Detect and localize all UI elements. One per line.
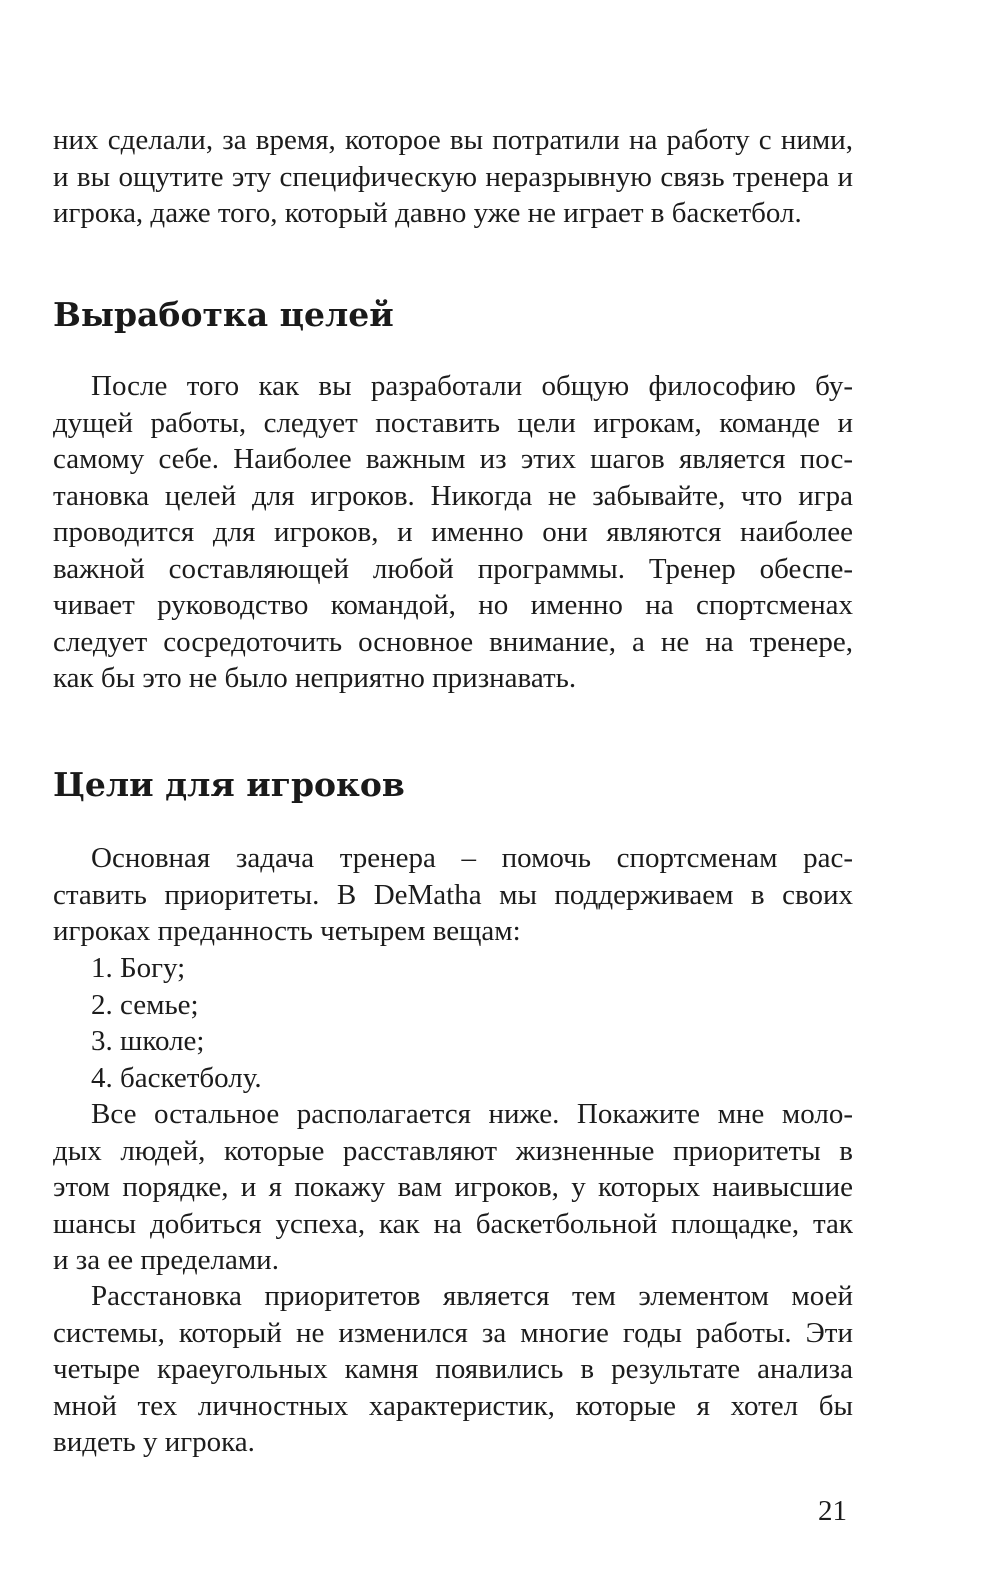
paragraph-line: дых людей, которые расставляют жизненные приоритеты в xyxy=(53,1134,853,1167)
list-item: 1. Богу; xyxy=(91,952,186,984)
intro-paragraph xyxy=(53,122,853,232)
intro-line: них сделали, за время, которое вы потратили на работу с ними, xyxy=(53,124,853,156)
paragraph-line: шансы добиться успеха, как на баскетбольной площадке, так xyxy=(53,1207,853,1240)
paragraph-line: следует сосредоточить основное внимание, а не на тренере, xyxy=(53,625,853,658)
list-item: 2. семье; xyxy=(91,988,199,1021)
paragraph-line: Основная задача тренера – помочь спортсменам рас- xyxy=(91,842,853,874)
paragraph-line: После того как вы разработали общую философию бу- xyxy=(91,370,853,402)
paragraph-line: Все остальное располагается ниже. Покажите мне моло- xyxy=(91,1098,853,1130)
paragraph-line: проводится для игроков, и именно они являются наиболее xyxy=(53,516,853,548)
paragraph-line: мной тех личностных характеристик, которые я хотел бы xyxy=(53,1389,853,1422)
paragraph-line: Расстановка приоритетов является тем элементом моей xyxy=(91,1280,853,1312)
paragraph-line: как бы это не было неприятно признавать. xyxy=(53,662,577,694)
paragraph-line: важной составляющей любой программы. Тренер обеспе- xyxy=(53,552,853,585)
priorities-list xyxy=(53,950,853,1096)
section2-paragraph-1 xyxy=(53,840,853,950)
intro-line: и вы ощутите эту специфическую неразрывную связь тренера и xyxy=(53,160,853,193)
paragraph-line: дущей работы, следует поставить цели игрокам, команде и xyxy=(53,406,853,439)
section-heading-player-goals: Цели для игроков xyxy=(53,765,405,804)
paragraph-line: чивает руководство командой, но именно на спортсменах xyxy=(53,589,853,621)
intro-line: игрока, даже того, который давно уже не играет в баскетбол. xyxy=(53,197,802,229)
section2-paragraph-2 xyxy=(53,1096,853,1279)
paragraph-line: этом порядке, и я покажу вам игроков, у которых наивысшие xyxy=(53,1171,853,1203)
list-item: 4. баскетболу. xyxy=(91,1061,262,1094)
list-item: 3. школе; xyxy=(91,1025,205,1057)
paragraph-line: самому себе. Наиболее важным из этих шагов является пос- xyxy=(53,443,853,475)
paragraph-line: ставить приоритеты. В DeMatha мы поддерживаем в своих xyxy=(53,878,853,911)
paragraph-line: тановка целей для игроков. Никогда не забывайте, что игра xyxy=(53,479,853,512)
paragraph-line: системы, который не изменился за многие годы работы. Эти xyxy=(53,1316,853,1349)
section1-paragraph xyxy=(53,368,853,697)
paragraph-line: игроках преданность четырем вещам: xyxy=(53,915,521,947)
section-heading-goals: Выработка целей xyxy=(53,295,394,334)
paragraph-line: видеть у игрока. xyxy=(53,1426,255,1458)
paragraph-line: и за ее пределами. xyxy=(53,1244,279,1276)
page-number: 21 xyxy=(818,1495,847,1527)
paragraph-line: четыре краеугольных камня появились в результате анализа xyxy=(53,1353,853,1385)
section2-paragraph-3 xyxy=(53,1278,853,1461)
